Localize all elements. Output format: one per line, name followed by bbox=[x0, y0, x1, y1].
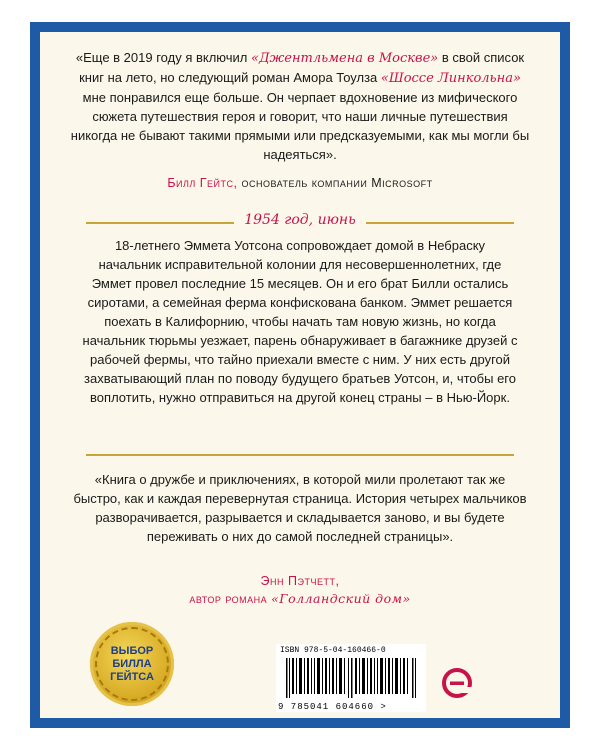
bill-gates-pick-seal: ВЫБОР БИЛЛА ГЕЙТСА bbox=[90, 622, 174, 706]
gates-quote bbox=[70, 48, 530, 164]
author-name-patchett: Энн Пэтчетт, bbox=[260, 574, 340, 588]
synopsis-heading: 1954 год, июнь bbox=[30, 212, 570, 228]
back-cover bbox=[30, 22, 570, 728]
book-title-gentleman: «Джентльмена в Москве» bbox=[251, 51, 439, 66]
book-title-dutch-house: «Голландский дом» bbox=[271, 591, 411, 606]
book-title-lincoln: «Шоссе Линкольна» bbox=[380, 71, 521, 86]
quote-text-tail: мне понравился еще больше. Он черпает вдохновение из мифического сюжета путешествия героя и говорит, что наши личные путешествия никогда не бывают такими прямыми или предсказуемыми, как мы могли бы надеяться». bbox=[70, 90, 530, 162]
synopsis-text: 18-летнего Эммета Уотсона сопровождает домой в Небраску начальник исправительной колонии для несовершеннолетних, где Эммет провел последние 15 месяцев. Он и его брат Билли остались сиротами, а семейная ферма конфискована банком. Эммет решается поехать в Калифорнию, чтобы начать там новую жизнь, но когда начальник тюрьмы уезжает, парень обнаруживает в багажнике друзей с рабочей фермы, что тайно приехали вместе с ним. У них есть другой захватывающий план по поводу будущего братьев Уотсон, и, чтобы его воплотить, нужно отправиться на другой конец страны – в Нью-Йорк. bbox=[82, 238, 518, 405]
author-role-prefix: автор романа bbox=[189, 592, 272, 606]
gates-attribution bbox=[70, 176, 530, 190]
quote-text-lead: «Еще в 2019 году я включил bbox=[75, 50, 251, 65]
gold-divider-bottom bbox=[86, 454, 514, 456]
quote-text-mid: в свой список книг на лето, но следующий роман Амора Тоулза bbox=[79, 50, 525, 85]
patchett-quote: «Книга о дружбе и приключениях, в которой мили пролетают так же быстро, как и каждая перевернутая страница. История четырех мальчиков разворачивается, разрывается и складывается заново, и вы будете переживать о них до самой последней страницы». bbox=[73, 472, 527, 544]
barcode bbox=[276, 644, 426, 712]
isbn-text: ISBN 978-5-04-160466-0 bbox=[280, 646, 386, 655]
eksmo-logo-icon bbox=[442, 668, 472, 698]
author-role: основатель компании Microsoft bbox=[237, 176, 433, 190]
author-name: Билл Гейтс, bbox=[167, 176, 238, 190]
patchett-attribution bbox=[70, 572, 530, 608]
ean-digits: 9 785041 604660 > bbox=[278, 702, 387, 712]
barcode-bars bbox=[286, 658, 418, 698]
